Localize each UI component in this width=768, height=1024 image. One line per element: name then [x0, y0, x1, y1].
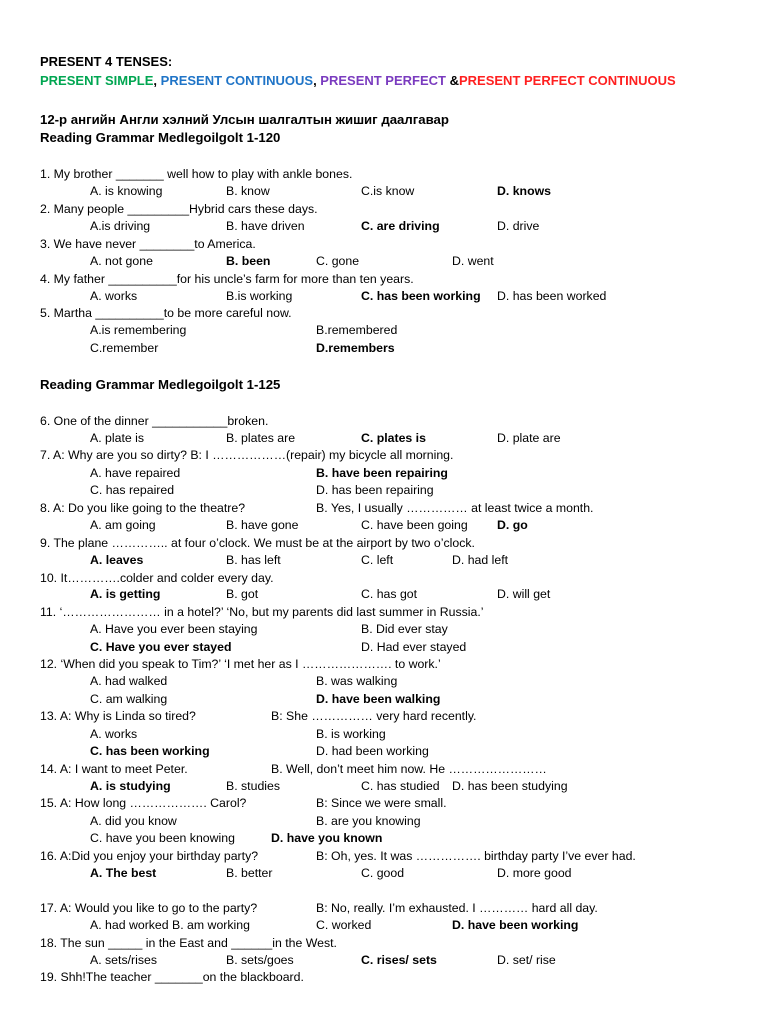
answer-option-correct: D. have been working	[452, 918, 579, 932]
answer-option: A. did you know	[90, 814, 177, 828]
answer-option: C. left	[361, 553, 394, 567]
answer-option-correct: D. have been walking	[316, 692, 441, 706]
page-title: PRESENT 4 TENSES:	[40, 54, 173, 69]
answer-option-correct: A. The best	[90, 866, 157, 880]
answer-option-correct: C. plates is	[361, 431, 426, 445]
answer-option: D. went	[452, 254, 494, 268]
question-text: 9. The plane ………….. at four o’clock. We must be at the airport by two o’clock.	[40, 536, 475, 550]
answer-option: C. worked	[316, 918, 372, 932]
answer-option: A. Have you ever been staying	[90, 622, 258, 636]
answer-option: B. studies	[226, 779, 280, 793]
question-text: 8. A: Do you like going to the theatre?	[40, 501, 246, 515]
answer-option: B. sets/goes	[226, 953, 294, 967]
question-text: 4. My father __________for his uncle’s farm for more than ten years.	[40, 272, 414, 286]
answer-option: D. has been worked	[497, 289, 607, 303]
question-text: 1. My brother _______ well how to play with ankle bones.	[40, 167, 353, 181]
tense-present-continuous: PRESENT CONTINUOUS	[160, 73, 314, 88]
tense-separator: ,	[313, 73, 321, 88]
tense-present-perfect: PRESENT PERFECT	[320, 73, 446, 88]
question-text: B: Oh, yes. It was ……………. birthday party I’ve ever had.	[316, 849, 636, 863]
question-text: 7. A: Why are you so dirty? B: I ………………(repair) my bicycle all morning.	[40, 448, 454, 462]
answer-option-correct: B. been	[226, 254, 271, 268]
answer-option: D. will get	[497, 587, 551, 601]
answer-option: D. had left	[452, 553, 509, 567]
question-text: B. Yes, I usually …………… at least twice a month.	[316, 501, 594, 515]
answer-option-correct: C. Have you ever stayed	[90, 640, 232, 654]
answer-option-correct: A. is studying	[90, 779, 171, 793]
question-text: B: No, really. I’m exhausted. I ………… hard all day.	[316, 901, 598, 915]
answer-option: D. Had ever stayed	[361, 640, 467, 654]
answer-option: C.is know	[361, 184, 415, 198]
answer-option: C. have been going	[361, 518, 468, 532]
answer-option: D. has been studying	[452, 779, 568, 793]
answer-option: B. have driven	[226, 219, 305, 233]
answer-option: B. are you knowing	[316, 814, 421, 828]
answer-option: B. is working	[316, 727, 386, 741]
answer-option: B. plates are	[226, 431, 296, 445]
answer-option: C. am walking	[90, 692, 168, 706]
question-text: 17. A: Would you like to go to the party?	[40, 901, 258, 915]
question-text: 13. A: Why is Linda so tired?	[40, 709, 196, 723]
question-text: 6. One of the dinner ___________broken.	[40, 414, 269, 428]
answer-option: B. got	[226, 587, 259, 601]
answer-option: A. not gone	[90, 254, 153, 268]
answer-option-correct: A. leaves	[90, 553, 144, 567]
answer-option: A. am going	[90, 518, 156, 532]
answer-option: D. more good	[497, 866, 572, 880]
answer-option: C.remember	[90, 341, 159, 355]
answer-option: B.remembered	[316, 323, 398, 337]
answer-option: D. drive	[497, 219, 540, 233]
question-text: 18. The sun _____ in the East and ______in the West.	[40, 936, 337, 950]
tense-separator: &	[445, 73, 459, 88]
answer-option-correct: C. are driving	[361, 219, 440, 233]
answer-option: C. gone	[316, 254, 360, 268]
tense-separator: ,	[153, 73, 161, 88]
answer-option: A. is knowing	[90, 184, 163, 198]
answer-option: D. plate are	[497, 431, 561, 445]
section-heading-1: Reading Grammar Medlegoilgolt 1-120	[40, 130, 281, 145]
answer-option: B. Did ever stay	[361, 622, 448, 636]
question-text: 19. Shh!The teacher _______on the blackboard.	[40, 970, 304, 984]
answer-option: B. has left	[226, 553, 281, 567]
question-text: 5. Martha __________to be more careful now.	[40, 306, 292, 320]
answer-option: D. has been repairing	[316, 483, 434, 497]
answer-option: A.is driving	[90, 219, 151, 233]
tense-present-simple: PRESENT SIMPLE	[40, 73, 154, 88]
answer-option-correct: C. has been working	[90, 744, 210, 758]
answer-option-correct: C. has been working	[361, 289, 481, 303]
answer-option: B. know	[226, 184, 270, 198]
question-text: 15. A: How long ………………. Carol?	[40, 796, 247, 810]
question-text: 16. A:Did you enjoy your birthday party?	[40, 849, 259, 863]
answer-option: A.is remembering	[90, 323, 187, 337]
answer-option: A. works	[90, 289, 138, 303]
answer-option-correct: D. knows	[497, 184, 551, 198]
question-text: B: She …………… very hard recently.	[271, 709, 477, 723]
answer-option: D. set/ rise	[497, 953, 556, 967]
answer-option: B.is working	[226, 289, 293, 303]
question-text: 3. We have never ________to America.	[40, 237, 256, 251]
answer-option-correct: D. have you known	[271, 831, 383, 845]
answer-option-correct: D.remembers	[316, 341, 395, 355]
answer-option: B. have gone	[226, 518, 299, 532]
answer-option: A. works	[90, 727, 138, 741]
answer-option: A. plate is	[90, 431, 144, 445]
answer-option: A. had walked	[90, 674, 168, 688]
answer-option: A. had worked B. am working	[90, 918, 250, 932]
answer-option: C. have you been knowing	[90, 831, 235, 845]
answer-option-correct: C. rises/ sets	[361, 953, 437, 967]
answer-option: B. was walking	[316, 674, 398, 688]
tense-present-perfect-continuous: PRESENT PERFECT CONTINUOUS	[458, 73, 676, 88]
section-heading-2: Reading Grammar Medlegoilgolt 1-125	[40, 377, 281, 392]
answer-option: C. has repaired	[90, 483, 175, 497]
answer-option: C. has studied	[361, 779, 440, 793]
answer-option: A. sets/rises	[90, 953, 157, 967]
answer-option-correct: B. have been repairing	[316, 466, 448, 480]
answer-option: C. has got	[361, 587, 418, 601]
answer-option-correct: A. is getting	[90, 587, 161, 601]
question-text: B: Since we were small.	[316, 796, 447, 810]
answer-option-correct: D. go	[497, 518, 528, 532]
question-text: 10. It………….colder and colder every day.	[40, 571, 274, 585]
question-text: 12. ‘When did you speak to Tim?’ ‘I met her as I …………………. to work.’	[40, 657, 441, 671]
subtitle-exam: 12-р ангийн Англи хэлний Улсын шалгалтын жишиг даалгавар	[40, 112, 449, 127]
answer-option: A. have repaired	[90, 466, 181, 480]
question-text: 2. Many people _________Hybrid cars these days.	[40, 202, 318, 216]
tenses-list	[40, 72, 676, 89]
answer-option: D. had been working	[316, 744, 429, 758]
question-text: 11. ‘…………………… in a hotel?’ ‘No, but my parents did last summer in Russia.’	[40, 605, 484, 619]
question-text: B. Well, don’t meet him now. He ……………………	[271, 762, 547, 776]
question-text: 14. A: I want to meet Peter.	[40, 762, 188, 776]
answer-option: C. good	[361, 866, 405, 880]
answer-option: B. better	[226, 866, 273, 880]
